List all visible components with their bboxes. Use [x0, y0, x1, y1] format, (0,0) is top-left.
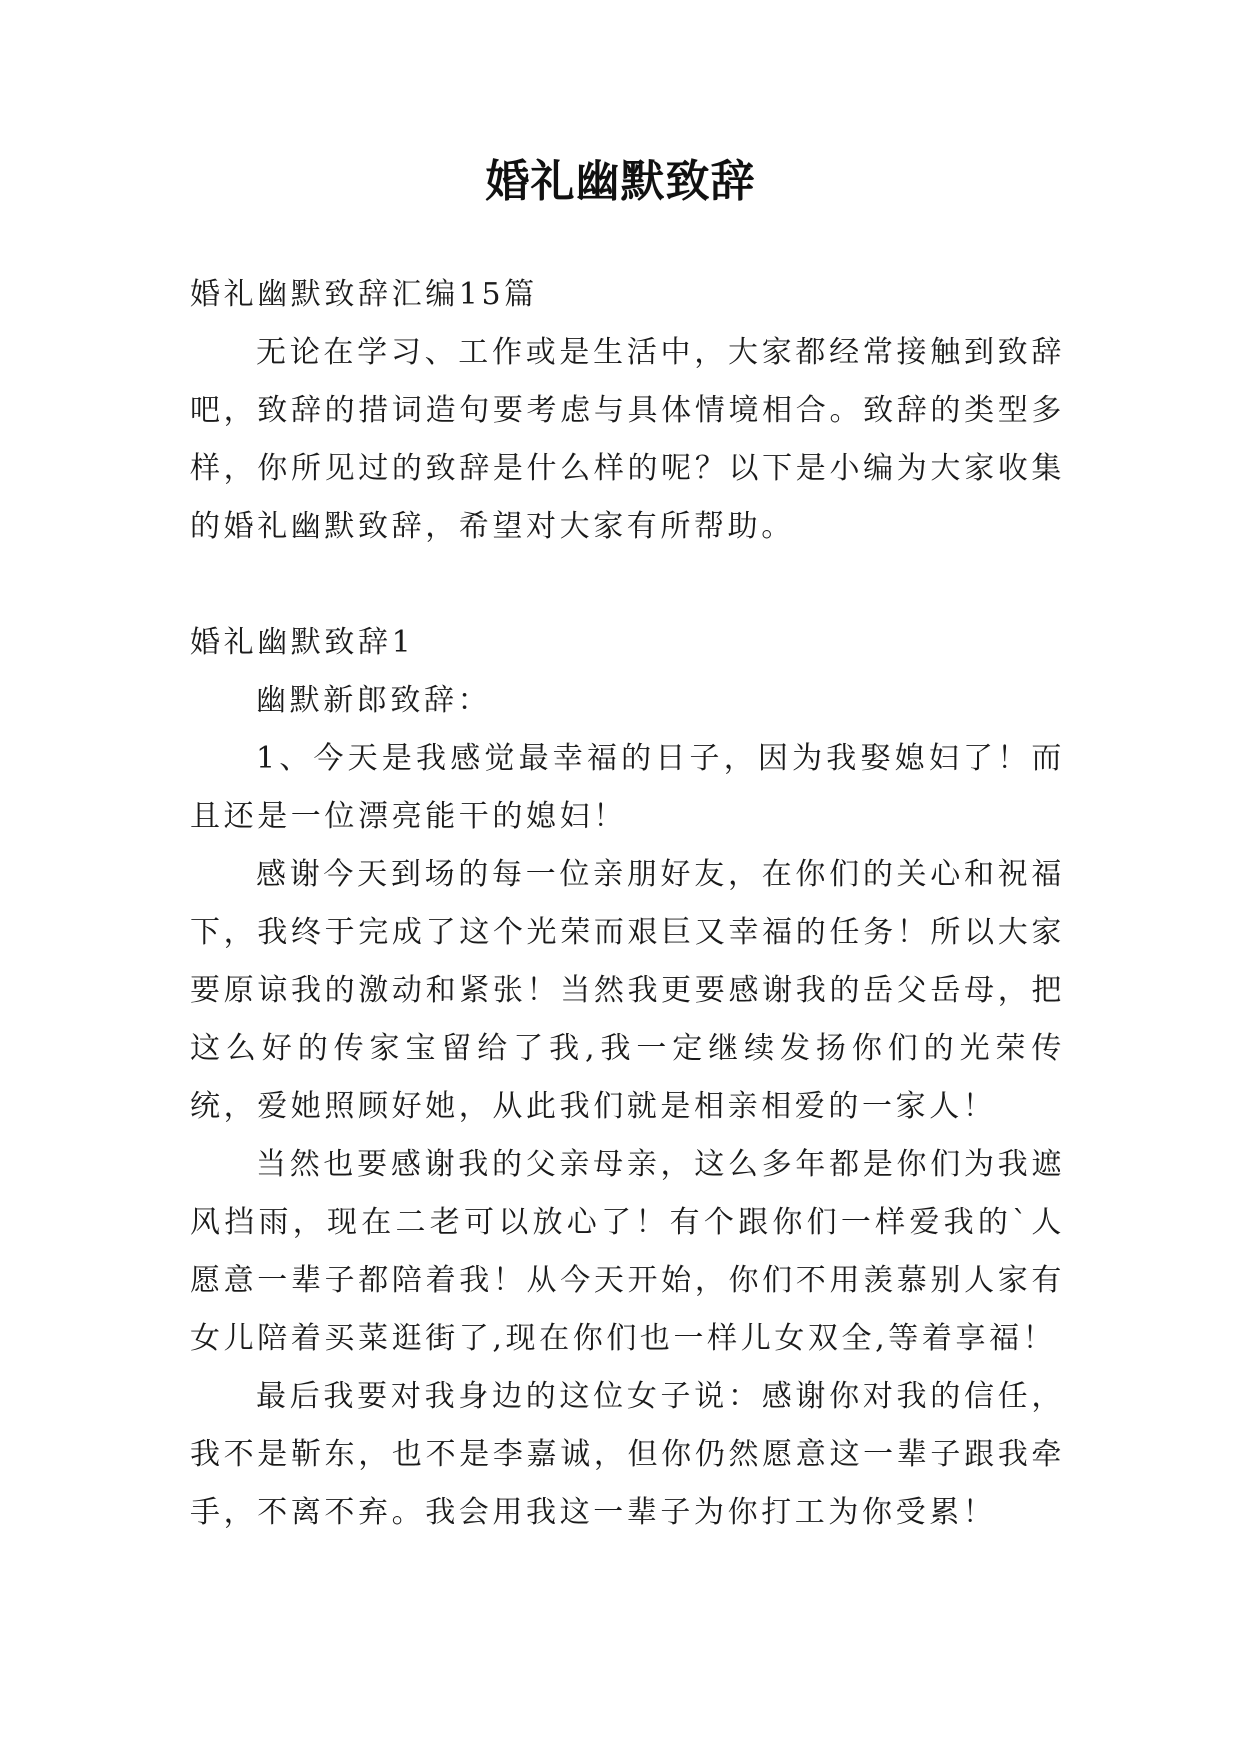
intro-paragraph: 无论在学习、工作或是生活中，大家都经常接触到致辞吧，致辞的措词造句要考虑与具体情境相合。致辞的类型多样，你所见过的致辞是什么样的呢？以下是小编为大家收集的婚礼幽默致辞，希望对大家有所帮助。	[190, 335, 1065, 544]
section-heading: 婚礼幽默致辞1	[190, 625, 415, 660]
document-body	[190, 266, 1065, 1542]
section-spacer	[190, 556, 1065, 614]
body-paragraph: 感谢今天到场的每一位亲朋好友，在你们的关心和祝福下，我终于完成了这个光荣而艰巨又幸福的任务！所以大家要原谅我的激动和紧张！当然我更要感谢我的岳父岳母，把这么好的传家宝留给了我,我一定继续发扬你们的光荣传统，爱她照顾好她，从此我们就是相亲相爱的一家人！	[190, 857, 1065, 1124]
subsection-heading: 幽默新郎致辞：	[256, 683, 492, 718]
body-paragraph: 最后我要对我身边的这位女子说：感谢你对我的信任，我不是靳东，也不是李嘉诚，但你仍然愿意这一辈子跟我牵手，不离不弃。我会用我这一辈子为你打工为你受累！	[190, 1379, 1065, 1530]
document-title: 婚礼幽默致辞	[485, 156, 756, 207]
intro-heading: 婚礼幽默致辞汇编15篇	[190, 277, 538, 312]
body-paragraph: 1、今天是我感觉最幸福的日子，因为我娶媳妇了！而且还是一位漂亮能干的媳妇！	[190, 741, 1065, 834]
body-paragraph: 当然也要感谢我的父亲母亲，这么多年都是你们为我遮风挡雨，现在二老可以放心了！有个跟你们一样爱我的`人愿意一辈子都陪着我！从今天开始，你们不用羡慕别人家有女儿陪着买菜逛街了,现在你们也一样儿女双全,等着享福！	[190, 1147, 1065, 1356]
